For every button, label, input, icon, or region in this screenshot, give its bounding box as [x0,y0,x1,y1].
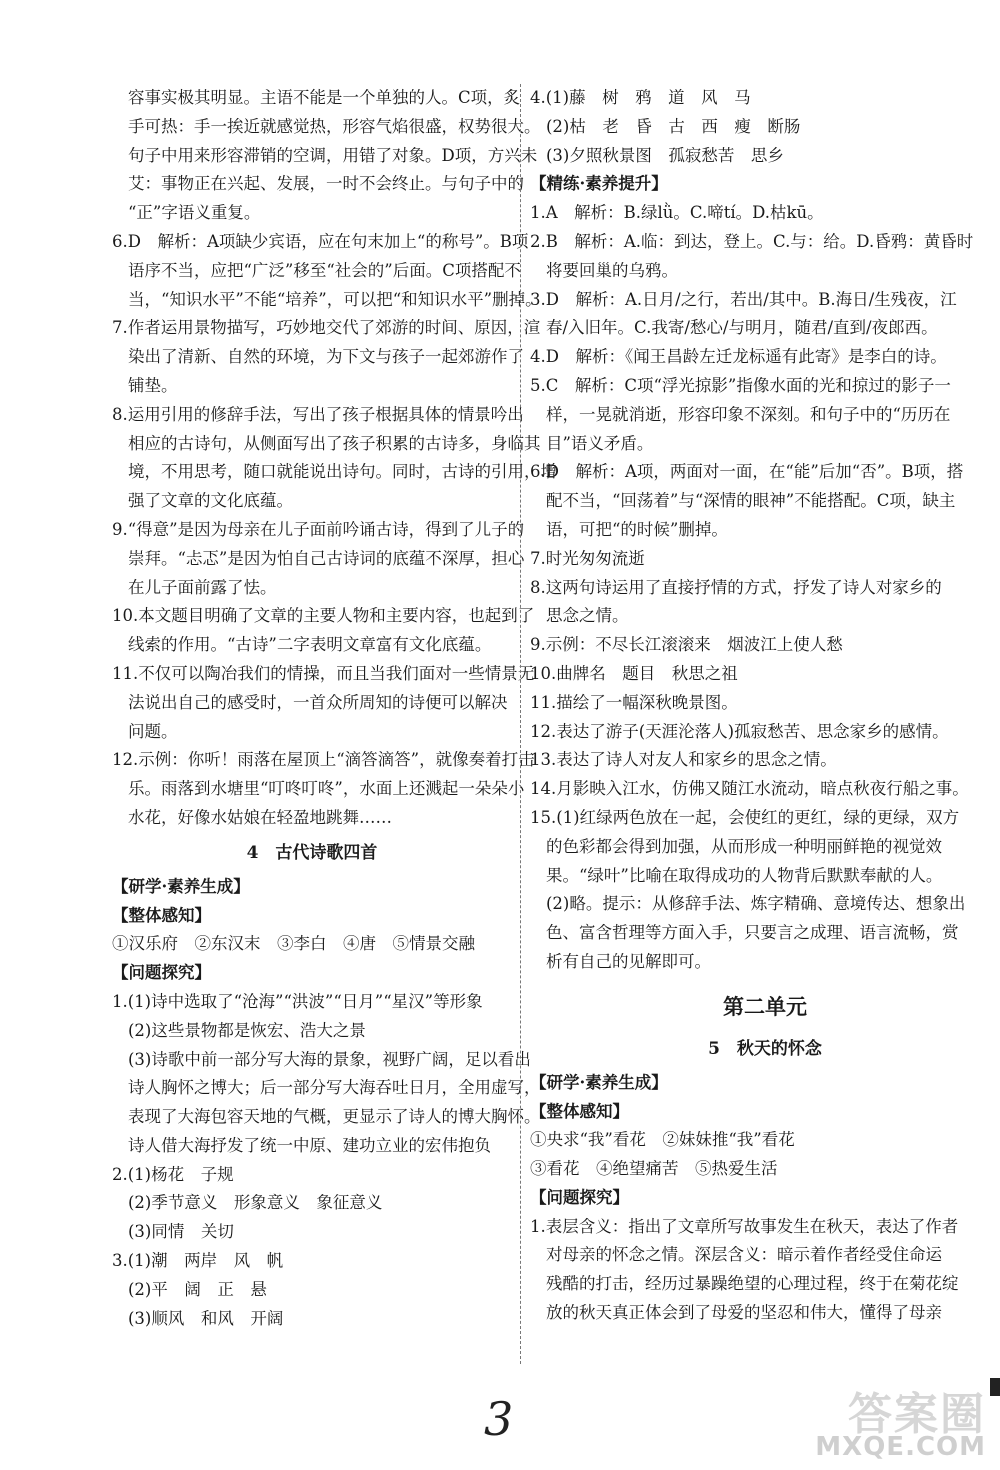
right-line: 14.月影映入江水，仿佛又随江水流动，暗点秋夜行船之事。 [530,779,969,799]
right-line: ①央求“我”看花 ②妹妹推“我”看花 [530,1130,795,1150]
left-line: 语序不当，应把“广泛”移至“社会的”后面。C项搭配不 [128,260,521,280]
right-line: 12.表达了游子(天涯沦落人)孤寂愁苦、思念家乡的感情。 [530,721,949,741]
left-line: 线索的作用。“古诗”二字表明文章富有文化底蕴。 [128,635,492,655]
right-line: 目”语义矛盾。 [546,433,654,453]
right-line: 将要回巢的乌鸦。 [546,260,678,280]
left-column [112,84,557,1333]
right-line: 11.描绘了一幅深秋晚景图。 [530,692,738,712]
left-line: 手可热：手一挨近就感觉热，形容气焰很盛，权势很大。 [128,116,541,136]
watermark-url: MXQE.COM [815,1432,986,1462]
left-line: 在儿子面前露了怯。 [128,577,277,597]
left-line: 句子中用来形容滞销的空调，用错了对象。D项，方兴未 [128,145,538,165]
column-divider [520,84,521,1364]
left-line: 3.(1)潮 两岸 风 帆 [112,1251,284,1271]
right-line: 放的秋天真正体会到了母爱的坚忍和伟大，懂得了母亲 [546,1303,942,1323]
right-line: 13.表达了诗人对友人和家乡的思念之情。 [530,750,837,770]
right-line: 析有自己的见解即可。 [546,951,711,971]
left-line: 崇拜。“忐忑”是因为怕自己古诗词的底蕴不深厚，担心 [128,548,525,568]
section-heading: 【问题探究】 [530,1187,629,1207]
section-heading: 【研学·素养生成】 [112,876,250,896]
left-line: 染出了清新、自然的环境，为下文与孩子一起郊游作了 [128,347,524,367]
left-line: (2)这些景物都是恢宏、浩大之景 [128,1020,366,1040]
section-title: 4 古代诗歌四首 [246,842,378,863]
left-line: “正”字语义重复。 [128,203,261,223]
left-line: (2)平 阔 正 悬 [128,1279,267,1299]
right-line: 9.示例：不尽长江滚滚来 烟波江上使人愁 [530,635,843,655]
right-line: (2)略。提示：从修辞手法、炼字精确、意境传达、想象出 [546,894,966,914]
left-line: 10.本文题目明确了文章的主要人物和主要内容，也起到了 [112,606,535,626]
left-line: 当，“知识水平”不能“培养”，可以把“和知识水平”删掉。 [128,289,542,309]
left-line: 法说出自己的感受时，一首众所周知的诗便可以解决 [128,692,508,712]
left-line: 表现了大海包容天地的气概，更显示了诗人的博大胸怀。 [128,1107,541,1127]
left-line: 问题。 [128,721,178,741]
right-line: 4.D 解析：《闻王昌龄左迁龙标遥有此寄》是李白的诗。 [530,347,947,367]
left-line: (3)同情 关切 [128,1222,234,1242]
right-line: 思念之情。 [546,606,629,626]
right-line: 6.D 解析：A项，两面对一面，在“能”后加“否”。B项，搭 [530,462,964,482]
right-line: 8.这两句诗运用了直接抒情的方式，抒发了诗人对家乡的 [530,577,942,597]
right-line: 2.B 解析：A.临：到达，登上。C.与：给。D.昏鸦：黄昏时 [530,231,974,251]
left-line: 相应的古诗句，从侧面写出了孩子积累的古诗多，身临其 [128,433,541,453]
right-line: 残酷的打击，经历过暴躁绝望的心理过程，终于在菊花绽 [546,1274,959,1294]
right-line: (2)枯 老 昏 古 西 瘦 断肠 [546,116,801,136]
right-line: 配不当，“回荡着”与“深情的眼神”不能搭配。C项，缺主 [546,491,956,511]
left-line: (3)顺风 和风 开阔 [128,1308,284,1328]
left-line: (3)诗歌中前一部分写大海的景象，视野广阔，足以看出 [128,1049,531,1069]
section-heading: 【整体感知】 [112,905,211,925]
right-line: 春/入旧年。C.我寄/愁心/与明月，随君/直到/夜郎西。 [546,318,938,338]
left-line: 水花，好像水姑娘在轻盈地跳舞…… [128,807,392,827]
section-title: 5 秋天的怀念 [708,1038,822,1059]
left-line: 境，不用思考，随口就能说出诗句。同时，古诗的引用，增 [128,462,557,482]
right-line: 7.时光匆匆流逝 [530,548,645,568]
left-line: 诗人胸怀之博大；后一部分写大海吞吐日月，全用虚写， [128,1078,541,1098]
right-line: 1.A 解析：B.绿lǜ。C.啼tí。D.枯kū。 [530,203,824,223]
left-line: 7.作者运用景物描写，巧妙地交代了郊游的时间、原因，渲 [112,318,541,338]
right-line: 果。“绿叶”比喻在取得成功的人物背后默默奉献的人。 [546,865,943,885]
left-line: 乐。雨落到水塘里“叮咚叮咚”，水面上还溅起一朵朵小 [128,779,525,799]
left-line: 诗人借大海抒发了统一中原、建功立业的宏伟抱负 [128,1135,491,1155]
right-line: 4.(1)藤 树 鸦 道 风 马 [530,88,751,107]
left-line: 12.示例：你听！雨落在屋顶上“滴答滴答”，就像奏着打击 [112,750,535,770]
unit-title: 第二单元 [723,993,807,1019]
left-line: 容事实极其明显。主语不能是一个单独的人。C项，炙 [128,88,521,107]
right-line: 的色彩都会得到加强，从而形成一种明丽鲜艳的视觉效 [546,836,942,856]
left-line: 2.(1)杨花 子规 [112,1164,234,1184]
right-line: 语，可把“的时候”删掉。 [546,519,728,539]
left-line: 铺垫。 [128,375,178,395]
watermark-logo: 答案圈 [848,1389,986,1440]
right-line: 3.D 解析：A.日月/之行，若出/其中。B.海日/生残夜，江 [530,289,957,309]
left-line: (2)季节意义 形象意义 象征意义 [128,1193,383,1213]
right-line: 对母亲的怀念之情。深层含义：暗示着作者经受住命运 [546,1245,942,1265]
left-line: ①汉乐府 ②东汉末 ③李白 ④唐 ⑤情景交融 [112,934,475,954]
right-line: ③看花 ④绝望痛苦 ⑤热爱生活 [530,1159,778,1179]
left-line: 6.D 解析：A项缺少宾语，应在句末加上“的称号”。B项 [112,231,529,251]
left-line: 11.不仅可以陶冶我们的情操，而且当我们面对一些情景无 [112,663,535,683]
right-line: 5.C 解析：C项“浮光掠影”指像水面的光和掠过的影子一 [530,375,951,395]
right-line: 色、富含哲理等方面入手，只要言之成理、语言流畅，赏 [546,923,959,943]
section-heading: 【整体感知】 [530,1101,629,1121]
watermark [804,1372,994,1464]
left-line: 9.“得意”是因为母亲在儿子面前吟诵古诗，得到了儿子的 [112,519,525,539]
section-heading: 【精练·素养提升】 [530,174,668,194]
left-line: 1.(1)诗中选取了“沧海”“洪波”“日月”“星汉”等形象 [112,991,483,1011]
section-heading: 【研学·素养生成】 [530,1072,668,1092]
section-heading: 【问题探究】 [112,963,211,983]
left-line: 艾：事物正在兴起、发展，一时不会终止。与句子中的 [128,174,524,194]
left-line: 强了文章的文化底蕴。 [128,491,293,511]
left-line: 8.运用引用的修辞手法，写出了孩子根据具体的情景吟出 [112,404,524,424]
right-line: (3)夕照秋景图 孤寂愁苦 思乡 [546,145,784,165]
right-line: 样，一晃就消逝，形容印象不深刻。和句子中的“历历在 [546,404,951,424]
right-line: 15.(1)红绿两色放在一起，会使红的更红，绿的更绿，双方 [530,807,960,827]
right-line: 10.曲牌名 题目 秋思之祖 [530,663,738,683]
right-column [530,84,1000,1328]
page-number: 3 [484,1392,514,1446]
right-line: 1.表层含义：指出了文章所写故事发生在秋天，表达了作者 [530,1216,959,1236]
